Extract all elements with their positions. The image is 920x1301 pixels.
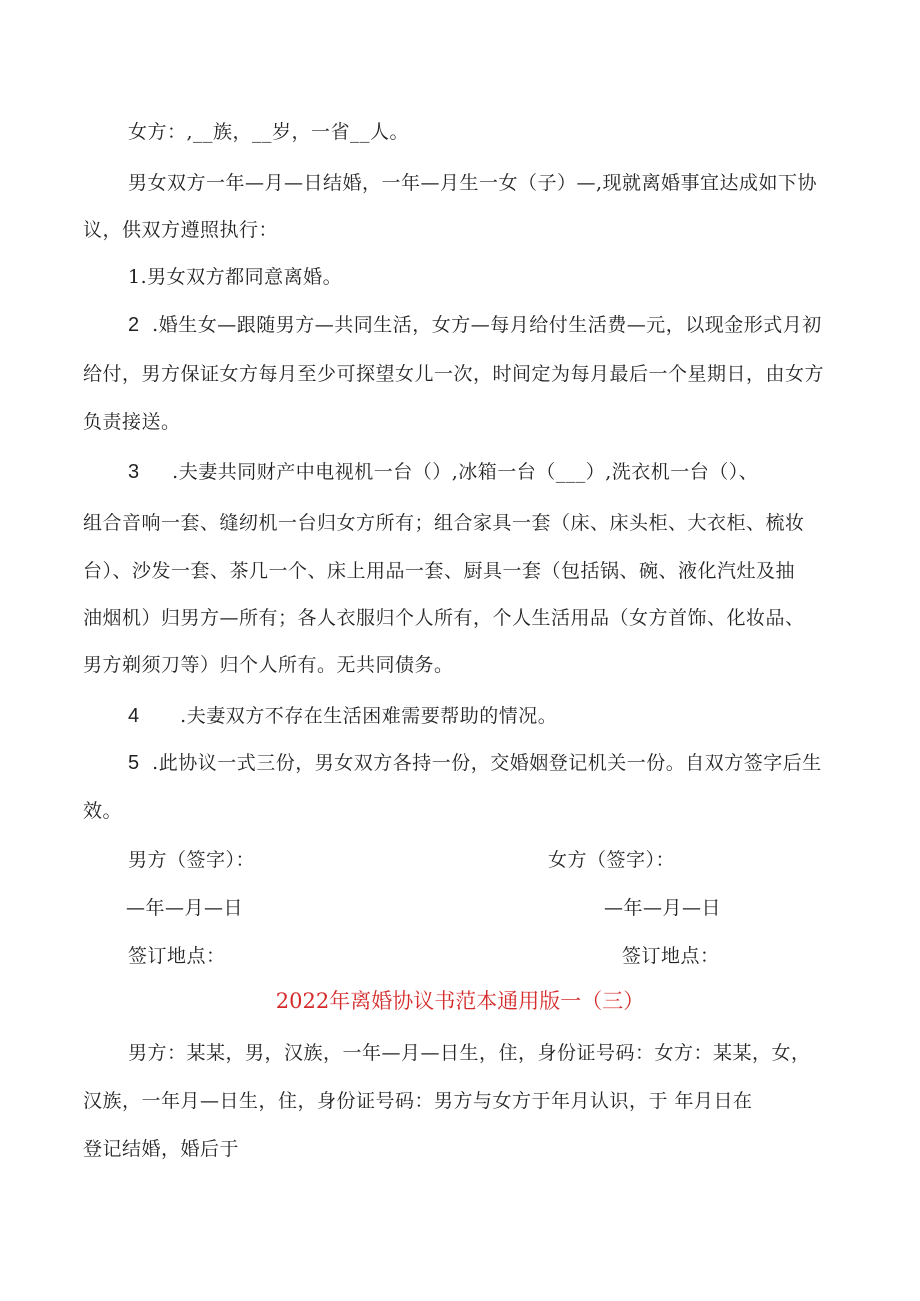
clause-4-line-1 [128, 704, 557, 728]
clause-2-line-3: 负责接送。 [83, 411, 181, 433]
marriage-paragraph-line-2: 议，供双方遵照执行： [83, 219, 279, 241]
clause-4-number: 4 [128, 705, 140, 727]
section-paragraph-line-1: 男方：某某，男，汉族，一年—月—日生，住，身份证号码：女方：某某，女， [128, 1042, 811, 1064]
section-paragraph-line-2: 汉族，一年月—日生，住，身份证号码：男方与女方于年月认识，于 年月日在 [83, 1090, 753, 1112]
marriage-paragraph-line-1: 男女双方一年—月—日结婚，一年—月生一女（子）—,现就离婚事宜达成如下协 [128, 172, 818, 194]
clause-3-line-3: 台）、沙发一套、茶几一个、床上用品一套、厨具一套（包括锅、碗、液化汽灶及抽 [83, 560, 796, 582]
section-heading: 2022年离婚协议书范本通用版一（三） [275, 989, 645, 1013]
male-date-line: —年—月—日 [126, 897, 244, 919]
clause-5-line-1 [128, 751, 822, 775]
clause-3-line-1 [128, 460, 758, 484]
female-place-label: 签订地点： [622, 945, 720, 967]
section-paragraph-line-3: 登记结婚，婚后于 [83, 1138, 240, 1160]
clause-4-text: .夫妻双方不存在生活困难需要帮助的情况。 [180, 705, 558, 727]
female-info-line: 女方：,__族，__岁，一省__人。 [128, 121, 410, 143]
clause-5-text: .此协议一式三份，男女双方各持一份，交婚姻登记机关一份。自双方签字后生 [152, 752, 822, 774]
male-signature-label: 男方（签字）： [128, 849, 256, 871]
clause-2-line-1 [128, 313, 822, 337]
clause-2-number: 2 [128, 314, 140, 336]
clause-5-line-2: 效。 [83, 800, 123, 822]
clause-3-line-5: 男方剃须刀等）归个人所有。无共同债务。 [83, 654, 454, 676]
male-place-label: 签订地点： [128, 945, 226, 967]
clause-5-number: 5 [128, 752, 140, 774]
clause-3-text: .夫妻共同财产中电视机一台（）,冰箱一台（___）,洗衣机一台（）、 [172, 461, 759, 483]
clause-3-number: 3 [128, 461, 140, 483]
clause-3-line-2: 组合音响一套、缝纫机一台归女方所有；组合家具一套（床、床头柜、大衣柜、梳妆 [83, 512, 805, 534]
clause-2-text: .婚生女—跟随男方—共同生活，女方—每月给付生活费—元，以现金形式月初 [152, 314, 822, 336]
female-signature-label: 女方（签字）： [548, 849, 676, 871]
clause-1: 1.男女双方都同意离婚。 [128, 266, 343, 288]
clause-2-line-2: 给付，男方保证女方每月至少可探望女儿一次，时间定为每月最后一个星期日，由女方 [83, 363, 825, 385]
female-date-line: —年—月—日 [604, 897, 722, 919]
clause-3-line-4: 油烟机）归男方—所有；各人衣服归个人所有，个人生活用品（女方首饰、化妆品、 [83, 607, 805, 629]
